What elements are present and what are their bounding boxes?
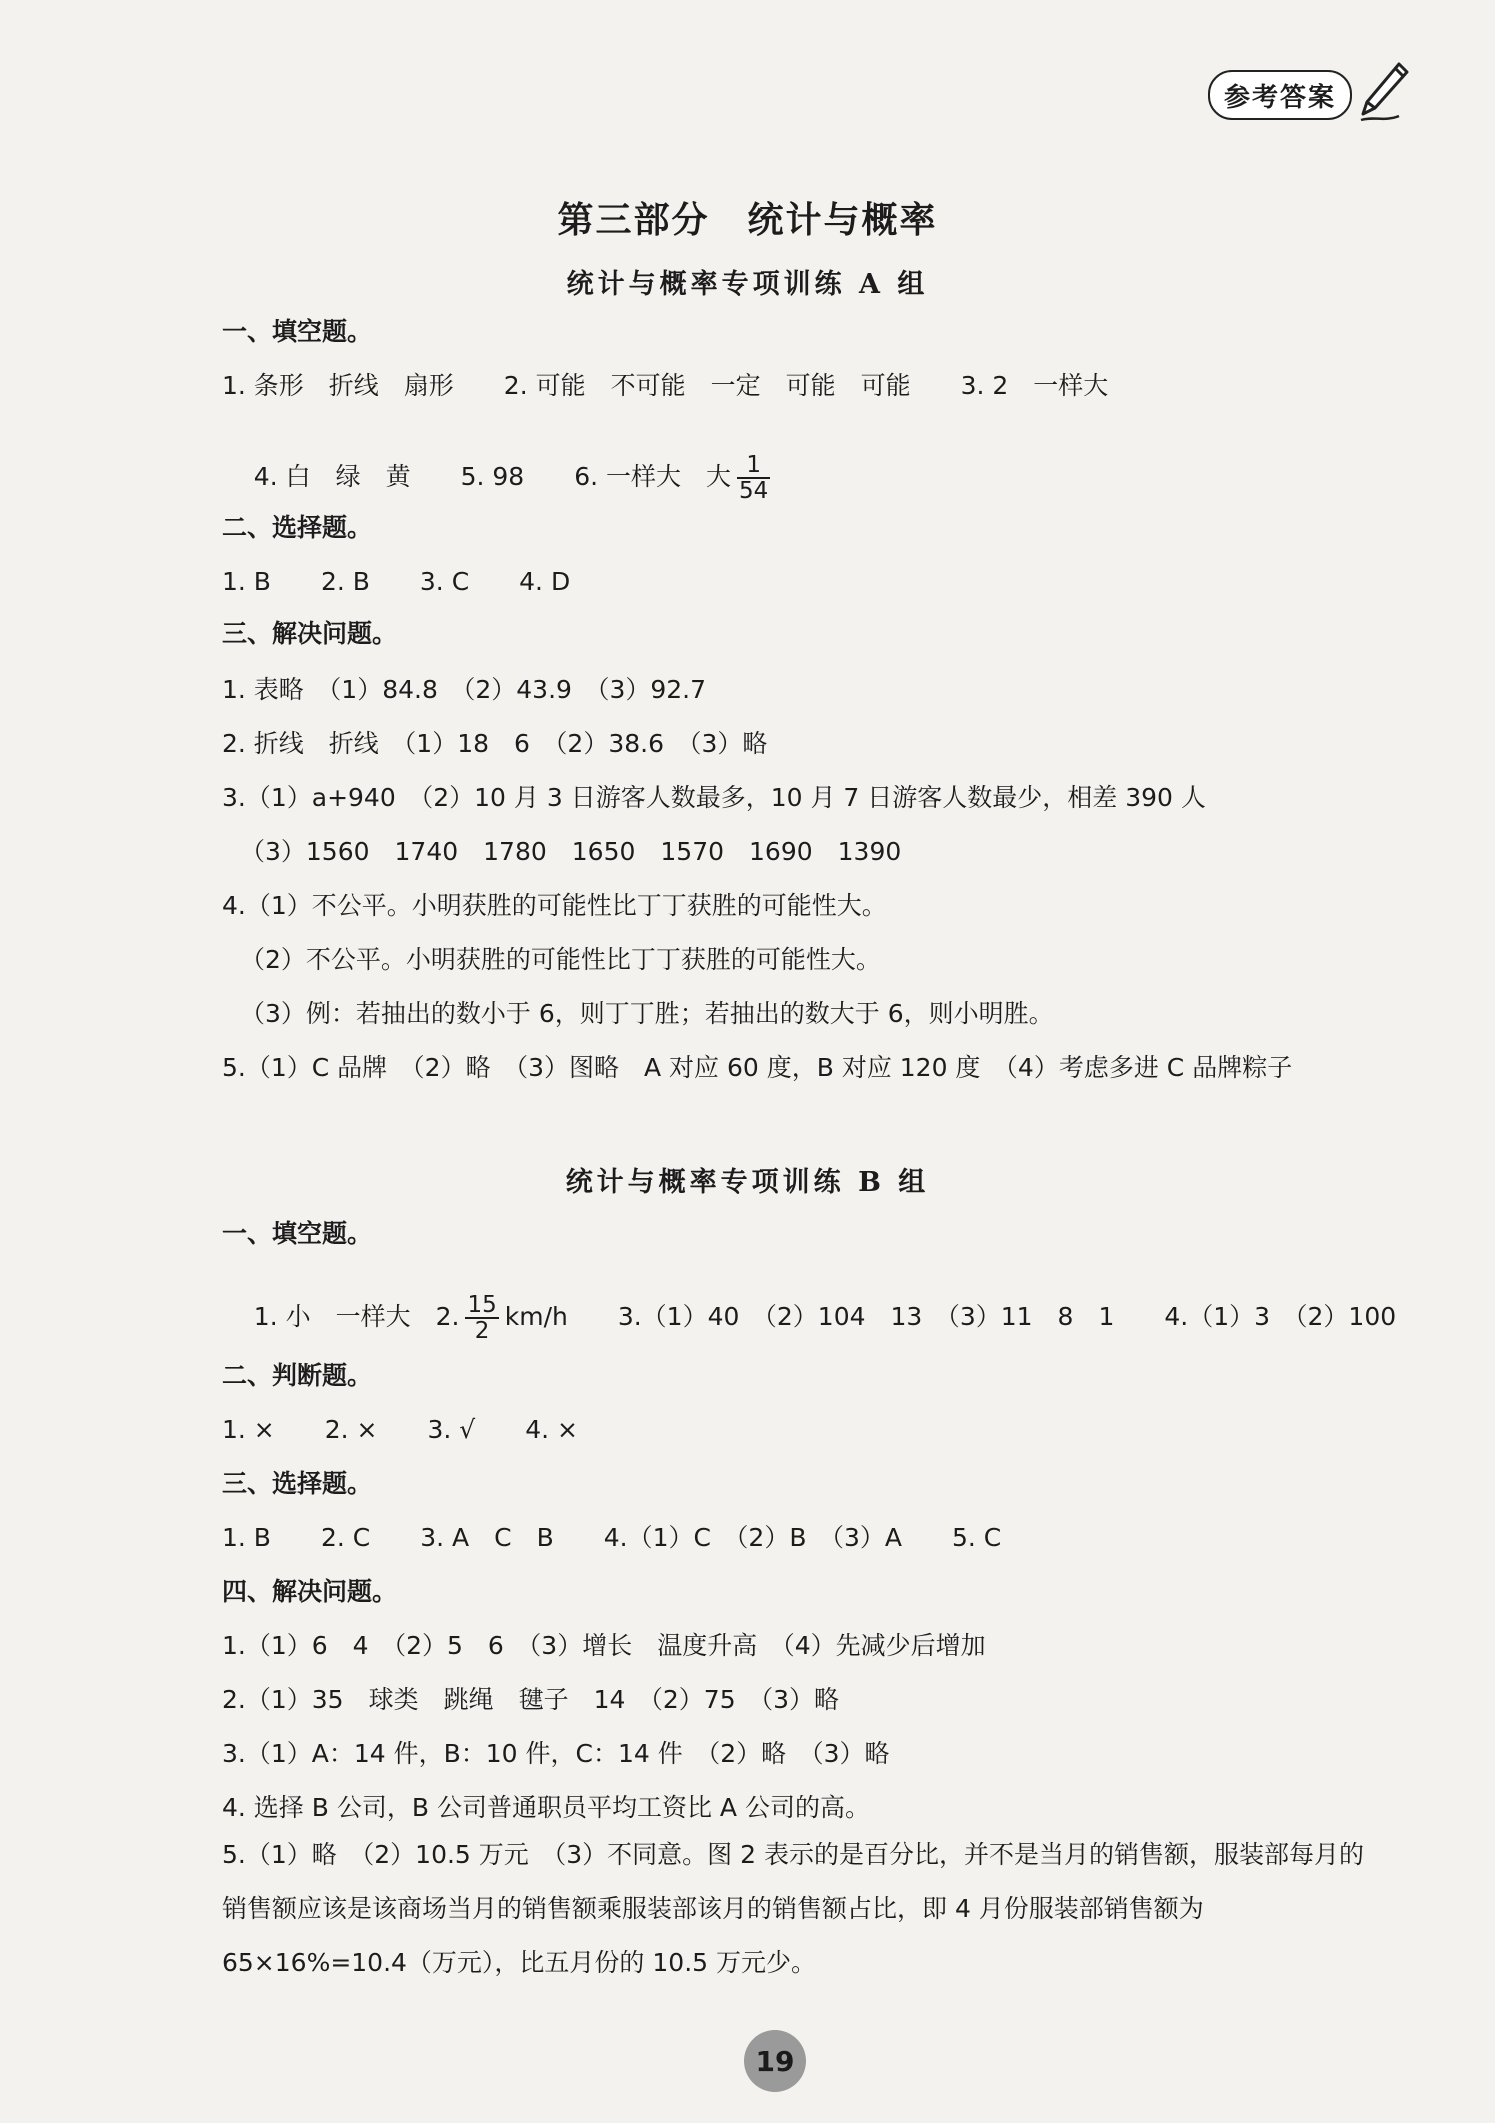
group-a-solve-line-1: 1. 表略 （1）84.8 （2）43.9 （3）92.7 <box>222 675 707 704</box>
group-b-solve-line-1: 1.（1）6 4 （2）5 6 （3）增长 温度升高 （4）先减少后增加 <box>222 1631 986 1660</box>
part-title: 第三部分 统计与概率 <box>557 199 938 241</box>
group-a-section-fill: 一、填空题。 <box>222 317 373 346</box>
group-a-solve-line-6: （2）不公平。小明获胜的可能性比丁丁获胜的可能性大。 <box>240 945 881 974</box>
group-b-section-choice: 三、选择题。 <box>222 1469 373 1498</box>
fraction-numerator: 1 <box>746 452 761 478</box>
group-b-solve-paragraph-5 <box>164 1828 1384 1990</box>
group-a-choice-line: 1. B 2. B 3. C 4. D <box>222 567 571 596</box>
fraction-numerator: 15 <box>467 1292 497 1318</box>
group-a-solve-line-5: 4.（1）不公平。小明获胜的可能性比丁丁获胜的可能性大。 <box>222 891 887 920</box>
group-b-section-fill: 一、填空题。 <box>222 1219 373 1248</box>
group-a-solve-line-7: （3）例：若抽出的数小于 6，则丁丁胜；若抽出的数大于 6，则小明胜。 <box>240 999 1054 1028</box>
fraction <box>465 1293 498 1343</box>
paragraph-text: 5.（1）略 （2）10.5 万元 （3）不同意。图 2 表示的是百分比，并不是当月的销售额，服装部每月的销售额应该是该商场当月的销售额乘服装部该月的销售额占比，即 4 月份服装部销售额为 65×16%=10.4（万元），比五月份的 10.5 万元少。 <box>222 1840 1364 1977</box>
group-b-solve-line-3: 3.（1）A：14 件，B：10 件，C：14 件 （2）略 （3）略 <box>222 1739 890 1768</box>
answer-key-badge: 参考答案 <box>1208 70 1352 120</box>
group-b-fill-line <box>222 1264 1396 1372</box>
group-b-section-judge: 二、判断题。 <box>222 1361 373 1390</box>
group-b-section-solve: 四、解决问题。 <box>222 1577 398 1606</box>
group-b-fill-line-text-2: km/h 3.（1）40 （2）104 13 （3）11 8 1 4.（1）3 （2）100 <box>504 1302 1397 1332</box>
group-a-solve-line-8: 5.（1）C 品牌 （2）略 （3）图略 A 对应 60 度，B 对应 120 度 （4）考虑多进 C 品牌粽子 <box>222 1053 1293 1082</box>
group-a-fill-line-2-text: 4. 白 绿 黄 5. 98 6. 一样大 大 <box>253 462 732 492</box>
fraction <box>737 453 770 503</box>
group-a-solve-line-3: 3.（1）a+940 （2）10 月 3 日游客人数最多，10 月 7 日游客人数最少，相差 390 人 <box>222 783 1206 812</box>
group-b-fill-line-text-1: 1. 小 一样大 2. <box>253 1302 460 1332</box>
group-b-solve-line-2: 2.（1）35 球类 跳绳 毽子 14 （2）75 （3）略 <box>222 1685 840 1714</box>
page-number: 19 <box>744 2030 806 2092</box>
group-a-title: 统计与概率专项训练 A 组 <box>566 269 929 300</box>
fraction-denominator: 2 <box>465 1317 498 1343</box>
group-b-judge-line: 1. × 2. × 3. √ 4. × <box>222 1415 578 1444</box>
group-a-section-solve: 三、解决问题。 <box>222 619 398 648</box>
fraction-denominator: 54 <box>739 478 769 505</box>
group-a-solve-line-2: 2. 折线 折线 （1）18 6 （2）38.6 （3）略 <box>222 729 768 758</box>
group-b-choice-line: 1. B 2. C 3. A C B 4.（1）C （2）B （3）A 5. C <box>222 1523 1002 1552</box>
group-a-section-choice: 二、选择题。 <box>222 513 373 542</box>
group-b-title: 统计与概率专项训练 B 组 <box>565 1167 930 1198</box>
pencil-icon <box>1355 60 1411 124</box>
group-a-fill-line-1: 1. 条形 折线 扇形 2. 可能 不可能 一定 可能 可能 3. 2 一样大 <box>222 371 1109 400</box>
group-a-solve-line-4: （3）1560 1740 1780 1650 1570 1690 1390 <box>240 837 902 866</box>
group-b-solve-line-4: 4. 选择 B 公司，B 公司普通职员平均工资比 A 公司的高。 <box>222 1793 870 1822</box>
